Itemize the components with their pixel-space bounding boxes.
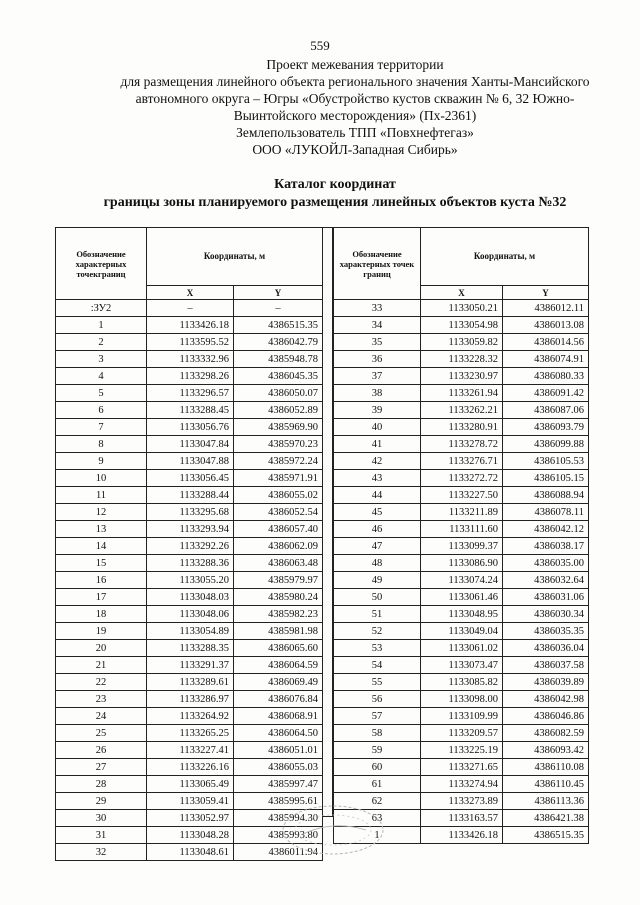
- y-coordinate-cell: 4385981.98: [234, 623, 323, 640]
- column-header-point: Обозначение характерных точекграниц: [56, 228, 147, 300]
- header-line: ООО «ЛУКОЙЛ-Западная Сибирь»: [252, 142, 458, 157]
- point-number-cell: 7: [56, 419, 147, 436]
- x-coordinate-cell: 1133054.98: [421, 317, 503, 334]
- x-coordinate-cell: 1133228.32: [421, 351, 503, 368]
- point-number-cell: 45: [334, 504, 421, 521]
- table-row: [56, 538, 323, 555]
- x-coordinate-cell: 1133048.28: [147, 827, 234, 844]
- point-number-cell: 51: [334, 606, 421, 623]
- x-coordinate-cell: 1133059.41: [147, 793, 234, 810]
- table-row: [56, 453, 323, 470]
- x-coordinate-cell: 1133291.37: [147, 657, 234, 674]
- table-row: [334, 385, 589, 402]
- y-coordinate-cell: 4386093.42: [503, 742, 589, 759]
- x-coordinate-cell: 1133049.04: [421, 623, 503, 640]
- x-coordinate-cell: 1133595.52: [147, 334, 234, 351]
- point-number-cell: 37: [334, 368, 421, 385]
- y-coordinate-cell: 4386036.04: [503, 640, 589, 657]
- x-coordinate-cell: 1133293.94: [147, 521, 234, 538]
- x-coordinate-cell: 1133050.21: [421, 300, 503, 317]
- point-number-cell: 46: [334, 521, 421, 538]
- table-row: [56, 742, 323, 759]
- x-coordinate-cell: 1133047.88: [147, 453, 234, 470]
- column-header-y: Y: [503, 286, 589, 300]
- table-row: [334, 487, 589, 504]
- table-row: [334, 606, 589, 623]
- point-number-cell: 35: [334, 334, 421, 351]
- point-number-cell: 10: [56, 470, 147, 487]
- x-coordinate-cell: –: [147, 300, 234, 317]
- x-coordinate-cell: 1133265.25: [147, 725, 234, 742]
- table-row: [334, 640, 589, 657]
- point-number-cell: 5: [56, 385, 147, 402]
- point-number-cell: 59: [334, 742, 421, 759]
- point-number-cell: 6: [56, 402, 147, 419]
- y-coordinate-cell: 4386057.40: [234, 521, 323, 538]
- table-row: [56, 640, 323, 657]
- x-coordinate-cell: 1133163.57: [421, 810, 503, 827]
- point-number-cell: 28: [56, 776, 147, 793]
- x-coordinate-cell: 1133298.26: [147, 368, 234, 385]
- point-number-cell: 1: [56, 317, 147, 334]
- table-row: [334, 470, 589, 487]
- coordinates-table-right: [333, 227, 589, 844]
- table-row: [56, 300, 323, 317]
- y-coordinate-cell: 4386064.59: [234, 657, 323, 674]
- point-number-cell: 32: [56, 844, 147, 861]
- table-row: [334, 555, 589, 572]
- table-row: [334, 504, 589, 521]
- y-coordinate-cell: 4386082.59: [503, 725, 589, 742]
- y-coordinate-cell: 4386014.56: [503, 334, 589, 351]
- y-coordinate-cell: 4386080.33: [503, 368, 589, 385]
- x-coordinate-cell: 1133048.03: [147, 589, 234, 606]
- x-coordinate-cell: 1133264.92: [147, 708, 234, 725]
- point-number-cell: 57: [334, 708, 421, 725]
- y-coordinate-cell: 4386051.01: [234, 742, 323, 759]
- table-row: [334, 317, 589, 334]
- y-coordinate-cell: 4386105.15: [503, 470, 589, 487]
- point-number-cell: 19: [56, 623, 147, 640]
- x-coordinate-cell: 1133225.19: [421, 742, 503, 759]
- x-coordinate-cell: 1133211.89: [421, 504, 503, 521]
- point-number-cell: 41: [334, 436, 421, 453]
- point-number-cell: 16: [56, 572, 147, 589]
- point-number-cell: 3: [56, 351, 147, 368]
- y-coordinate-cell: 4386087.06: [503, 402, 589, 419]
- point-number-cell: 44: [334, 487, 421, 504]
- y-coordinate-cell: 4386012.11: [503, 300, 589, 317]
- point-number-cell: 53: [334, 640, 421, 657]
- x-coordinate-cell: 1133271.65: [421, 759, 503, 776]
- x-coordinate-cell: 1133086.90: [421, 555, 503, 572]
- y-coordinate-cell: 4385997.47: [234, 776, 323, 793]
- x-coordinate-cell: 1133295.68: [147, 504, 234, 521]
- table-row: [56, 419, 323, 436]
- y-coordinate-cell: 4386032.64: [503, 572, 589, 589]
- point-number-cell: 14: [56, 538, 147, 555]
- x-coordinate-cell: 1133227.50: [421, 487, 503, 504]
- y-coordinate-cell: 4385948.78: [234, 351, 323, 368]
- column-header-y: Y: [234, 286, 323, 300]
- table-row: [56, 589, 323, 606]
- y-coordinate-cell: 4386515.35: [234, 317, 323, 334]
- table-row: [334, 691, 589, 708]
- x-coordinate-cell: 1133426.18: [421, 827, 503, 844]
- x-coordinate-cell: 1133052.97: [147, 810, 234, 827]
- x-coordinate-cell: 1133289.61: [147, 674, 234, 691]
- table-row: [56, 470, 323, 487]
- x-coordinate-cell: 1133288.45: [147, 402, 234, 419]
- table-row: [334, 674, 589, 691]
- table-row: [56, 674, 323, 691]
- table-separator: [322, 227, 333, 817]
- point-number-cell: 18: [56, 606, 147, 623]
- y-coordinate-cell: 4386113.36: [503, 793, 589, 810]
- point-number-cell: :ЗУ2: [56, 300, 147, 317]
- y-coordinate-cell: 4386052.54: [234, 504, 323, 521]
- y-coordinate-cell: 4386110.45: [503, 776, 589, 793]
- table-row: [334, 725, 589, 742]
- y-coordinate-cell: –: [234, 300, 323, 317]
- y-coordinate-cell: 4386037.58: [503, 657, 589, 674]
- x-coordinate-cell: 1133048.95: [421, 606, 503, 623]
- x-coordinate-cell: 1133099.37: [421, 538, 503, 555]
- x-coordinate-cell: 1133286.97: [147, 691, 234, 708]
- table-row: [334, 589, 589, 606]
- table-row: [56, 606, 323, 623]
- y-coordinate-cell: 4386063.48: [234, 555, 323, 572]
- point-number-cell: 47: [334, 538, 421, 555]
- y-coordinate-cell: 4386052.89: [234, 402, 323, 419]
- table-row: [334, 776, 589, 793]
- y-coordinate-cell: 4386074.91: [503, 351, 589, 368]
- point-number-cell: 56: [334, 691, 421, 708]
- table-row: [334, 742, 589, 759]
- point-number-cell: 9: [56, 453, 147, 470]
- table-row: [56, 708, 323, 725]
- table-row: [56, 572, 323, 589]
- y-coordinate-cell: 4386050.07: [234, 385, 323, 402]
- point-number-cell: 2: [56, 334, 147, 351]
- y-coordinate-cell: 4385995.61: [234, 793, 323, 810]
- table-row: [56, 657, 323, 674]
- y-coordinate-cell: 4385971.91: [234, 470, 323, 487]
- x-coordinate-cell: 1133047.84: [147, 436, 234, 453]
- table-row: [334, 419, 589, 436]
- point-number-cell: 58: [334, 725, 421, 742]
- table-row: [56, 521, 323, 538]
- table-row: [334, 759, 589, 776]
- x-coordinate-cell: 1133227.41: [147, 742, 234, 759]
- column-header-x: X: [421, 286, 503, 300]
- y-coordinate-cell: 4386064.50: [234, 725, 323, 742]
- point-number-cell: 36: [334, 351, 421, 368]
- table-row: [56, 317, 323, 334]
- y-coordinate-cell: 4386091.42: [503, 385, 589, 402]
- y-coordinate-cell: 4386110.08: [503, 759, 589, 776]
- catalog-title: [60, 176, 610, 212]
- point-number-cell: 55: [334, 674, 421, 691]
- x-coordinate-cell: 1133262.21: [421, 402, 503, 419]
- x-coordinate-cell: 1133332.96: [147, 351, 234, 368]
- x-coordinate-cell: 1133048.06: [147, 606, 234, 623]
- point-number-cell: 23: [56, 691, 147, 708]
- x-coordinate-cell: 1133261.94: [421, 385, 503, 402]
- header-line: для размещения линейного объекта регионального значения Ханты-Мансийского: [120, 74, 590, 89]
- y-coordinate-cell: 4385982.23: [234, 606, 323, 623]
- x-coordinate-cell: 1133273.89: [421, 793, 503, 810]
- y-coordinate-cell: 4386038.17: [503, 538, 589, 555]
- table-row: [56, 691, 323, 708]
- x-coordinate-cell: 1133230.97: [421, 368, 503, 385]
- x-coordinate-cell: 1133288.36: [147, 555, 234, 572]
- y-coordinate-cell: 4386093.79: [503, 419, 589, 436]
- x-coordinate-cell: 1133274.94: [421, 776, 503, 793]
- point-number-cell: 34: [334, 317, 421, 334]
- header-line: Землепользователь ТПП «Повхнефтегаз»: [236, 125, 474, 140]
- x-coordinate-cell: 1133272.72: [421, 470, 503, 487]
- y-coordinate-cell: 4386039.89: [503, 674, 589, 691]
- document-header: [100, 56, 610, 158]
- x-coordinate-cell: 1133292.26: [147, 538, 234, 555]
- seal-stamp-icon: [278, 800, 388, 860]
- y-coordinate-cell: 4386076.84: [234, 691, 323, 708]
- table-row: [56, 623, 323, 640]
- point-number-cell: 8: [56, 436, 147, 453]
- y-coordinate-cell: 4386042.79: [234, 334, 323, 351]
- x-coordinate-cell: 1133056.45: [147, 470, 234, 487]
- table-row: [56, 436, 323, 453]
- y-coordinate-cell: 4386062.09: [234, 538, 323, 555]
- x-coordinate-cell: 1133061.46: [421, 589, 503, 606]
- table-row: [334, 623, 589, 640]
- point-number-cell: 25: [56, 725, 147, 742]
- point-number-cell: 43: [334, 470, 421, 487]
- x-coordinate-cell: 1133055.20: [147, 572, 234, 589]
- y-coordinate-cell: 4385970.23: [234, 436, 323, 453]
- y-coordinate-cell: 4386031.06: [503, 589, 589, 606]
- table-row: [334, 453, 589, 470]
- header-line: автономного округа – Югры «Обустройство кустов скважин № 6, 32 Южно-: [135, 91, 575, 106]
- table-row: [56, 334, 323, 351]
- x-coordinate-cell: 1133288.44: [147, 487, 234, 504]
- y-coordinate-cell: 4386515.35: [503, 827, 589, 844]
- table-row: [56, 368, 323, 385]
- point-number-cell: 60: [334, 759, 421, 776]
- table-row: [56, 776, 323, 793]
- table-row: [334, 334, 589, 351]
- point-number-cell: 49: [334, 572, 421, 589]
- y-coordinate-cell: 4386099.88: [503, 436, 589, 453]
- x-coordinate-cell: 1133109.99: [421, 708, 503, 725]
- point-number-cell: 24: [56, 708, 147, 725]
- table-row: [334, 351, 589, 368]
- point-number-cell: 22: [56, 674, 147, 691]
- point-number-cell: 31: [56, 827, 147, 844]
- point-number-cell: 21: [56, 657, 147, 674]
- catalog-title-line1: Каталог координат: [274, 177, 396, 192]
- x-coordinate-cell: 1133065.49: [147, 776, 234, 793]
- x-coordinate-cell: 1133278.72: [421, 436, 503, 453]
- x-coordinate-cell: 1133098.00: [421, 691, 503, 708]
- point-number-cell: 27: [56, 759, 147, 776]
- y-coordinate-cell: 4386088.94: [503, 487, 589, 504]
- point-number-cell: 63: [334, 810, 421, 827]
- table-row: [56, 725, 323, 742]
- x-coordinate-cell: 1133209.57: [421, 725, 503, 742]
- y-coordinate-cell: 4386069.49: [234, 674, 323, 691]
- table-row: [334, 300, 589, 317]
- table-row: [334, 538, 589, 555]
- point-number-cell: 40: [334, 419, 421, 436]
- y-coordinate-cell: 4386045.35: [234, 368, 323, 385]
- point-number-cell: 33: [334, 300, 421, 317]
- point-number-cell: 61: [334, 776, 421, 793]
- point-number-cell: 29: [56, 793, 147, 810]
- table-row: [334, 708, 589, 725]
- column-header-x: X: [147, 286, 234, 300]
- table-row: [334, 368, 589, 385]
- table-row: [334, 657, 589, 674]
- y-coordinate-cell: 4386055.03: [234, 759, 323, 776]
- y-coordinate-cell: 4386068.91: [234, 708, 323, 725]
- table-row: [56, 555, 323, 572]
- column-header-point: Обозначение характерных точек границ: [334, 228, 421, 300]
- y-coordinate-cell: 4385979.97: [234, 572, 323, 589]
- y-coordinate-cell: 4386046.86: [503, 708, 589, 725]
- y-coordinate-cell: 4386042.12: [503, 521, 589, 538]
- point-number-cell: 17: [56, 589, 147, 606]
- y-coordinate-cell: 4386421.38: [503, 810, 589, 827]
- x-coordinate-cell: 1133226.16: [147, 759, 234, 776]
- x-coordinate-cell: 1133276.71: [421, 453, 503, 470]
- point-number-cell: 39: [334, 402, 421, 419]
- x-coordinate-cell: 1133426.18: [147, 317, 234, 334]
- point-number-cell: 48: [334, 555, 421, 572]
- x-coordinate-cell: 1133048.61: [147, 844, 234, 861]
- y-coordinate-cell: 4386035.35: [503, 623, 589, 640]
- point-number-cell: 30: [56, 810, 147, 827]
- point-number-cell: 1: [334, 827, 421, 844]
- x-coordinate-cell: 1133056.76: [147, 419, 234, 436]
- x-coordinate-cell: 1133085.82: [421, 674, 503, 691]
- y-coordinate-cell: 4385969.90: [234, 419, 323, 436]
- y-coordinate-cell: 4386030.34: [503, 606, 589, 623]
- point-number-cell: 15: [56, 555, 147, 572]
- y-coordinate-cell: 4385993.80: [234, 827, 323, 844]
- x-coordinate-cell: 1133280.91: [421, 419, 503, 436]
- table-row: [56, 487, 323, 504]
- table-row: [56, 402, 323, 419]
- table-row: [56, 385, 323, 402]
- x-coordinate-cell: 1133111.60: [421, 521, 503, 538]
- point-number-cell: 20: [56, 640, 147, 657]
- x-coordinate-cell: 1133059.82: [421, 334, 503, 351]
- column-header-coordinates: Координаты, м: [147, 228, 323, 286]
- y-coordinate-cell: 4386078.11: [503, 504, 589, 521]
- coordinates-table-left: [55, 227, 323, 861]
- y-coordinate-cell: 4386105.53: [503, 453, 589, 470]
- x-coordinate-cell: 1133061.02: [421, 640, 503, 657]
- y-coordinate-cell: 4386042.98: [503, 691, 589, 708]
- point-number-cell: 62: [334, 793, 421, 810]
- column-header-coordinates: Координаты, м: [421, 228, 589, 286]
- y-coordinate-cell: 4385972.24: [234, 453, 323, 470]
- x-coordinate-cell: 1133054.89: [147, 623, 234, 640]
- y-coordinate-cell: 4385980.24: [234, 589, 323, 606]
- header-line: Выинтойского месторождения» (Пх-2361): [233, 108, 477, 123]
- header-line: Проект межевания территории: [266, 57, 444, 72]
- table-row: [56, 504, 323, 521]
- point-number-cell: 52: [334, 623, 421, 640]
- table-row: [334, 521, 589, 538]
- table-row: [56, 351, 323, 368]
- y-coordinate-cell: 4386055.02: [234, 487, 323, 504]
- y-coordinate-cell: 4385994.30: [234, 810, 323, 827]
- point-number-cell: 54: [334, 657, 421, 674]
- x-coordinate-cell: 1133074.24: [421, 572, 503, 589]
- y-coordinate-cell: 4386065.60: [234, 640, 323, 657]
- table-row: [334, 402, 589, 419]
- x-coordinate-cell: 1133288.35: [147, 640, 234, 657]
- x-coordinate-cell: 1133073.47: [421, 657, 503, 674]
- point-number-cell: 13: [56, 521, 147, 538]
- point-number-cell: 11: [56, 487, 147, 504]
- point-number-cell: 26: [56, 742, 147, 759]
- point-number-cell: 38: [334, 385, 421, 402]
- point-number-cell: 50: [334, 589, 421, 606]
- table-row: [56, 759, 323, 776]
- point-number-cell: 12: [56, 504, 147, 521]
- catalog-title-line2: границы зоны планируемого размещения линейных объектов куста №32: [103, 195, 567, 210]
- table-row: [334, 572, 589, 589]
- point-number-cell: 42: [334, 453, 421, 470]
- page-number: 559: [310, 38, 330, 53]
- y-coordinate-cell: 4386035.00: [503, 555, 589, 572]
- table-row: [334, 436, 589, 453]
- point-number-cell: 4: [56, 368, 147, 385]
- y-coordinate-cell: 4386013.08: [503, 317, 589, 334]
- x-coordinate-cell: 1133296.57: [147, 385, 234, 402]
- y-coordinate-cell: 4386011.94: [234, 844, 323, 861]
